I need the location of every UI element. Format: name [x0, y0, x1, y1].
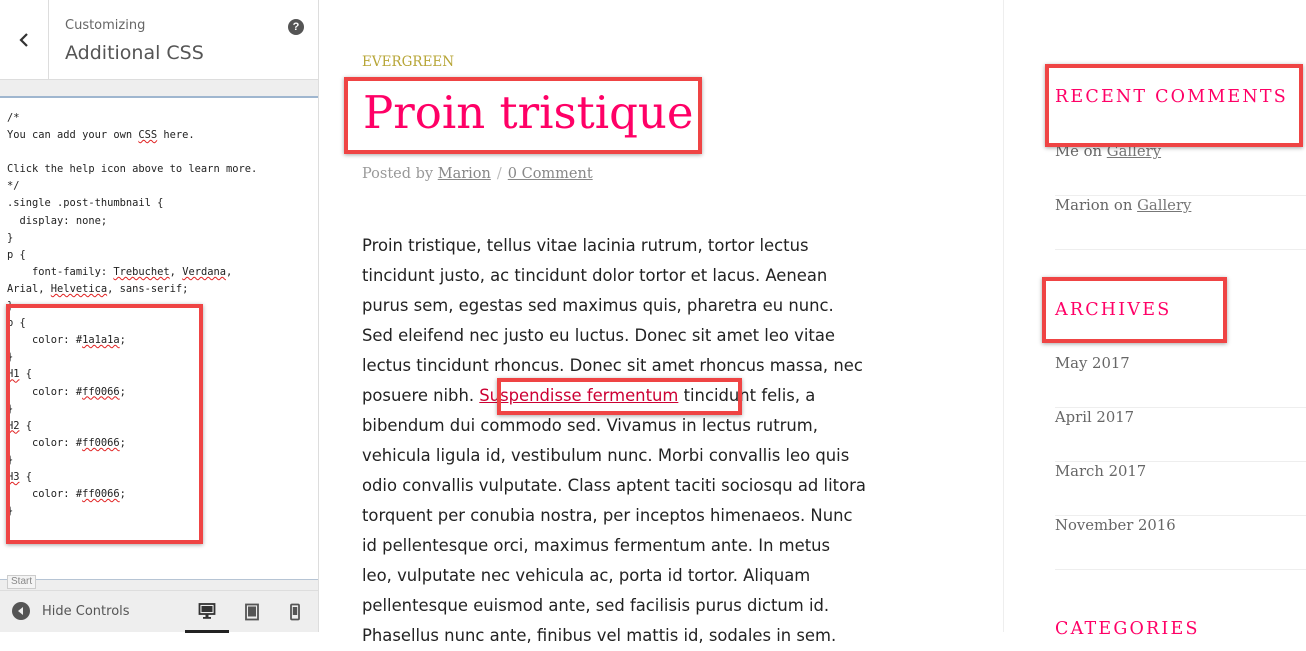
archive-link[interactable]: May 2017	[1055, 354, 1306, 408]
customizer-footer	[0, 590, 318, 632]
author-link[interactable]: Marion	[437, 166, 491, 182]
css-code-line	[7, 420, 32, 432]
post-text-line	[362, 321, 962, 351]
recent-comments-title: RECENT COMMENTS	[1055, 87, 1288, 107]
recent-comment-item	[1055, 142, 1306, 196]
css-token: here.	[157, 129, 195, 142]
css-flagged-token: ff0066	[82, 385, 120, 398]
post-text: bibendum dui commodo sed. Vivamus in lectus rutrum,	[362, 416, 818, 435]
css-code-line	[7, 283, 188, 295]
css-token: color: #	[7, 385, 83, 398]
css-flagged-token: H1	[7, 368, 20, 381]
post-title: Proin tristique	[363, 86, 694, 139]
byline-prefix: Posted by	[362, 166, 434, 182]
css-code-line	[7, 249, 26, 261]
css-code-line	[7, 232, 13, 244]
categories-title: CATEGORIES	[1055, 619, 1200, 639]
css-token: display: none;	[7, 214, 108, 227]
tablet-icon	[244, 603, 260, 621]
post-text: posuere nibh.	[362, 386, 480, 405]
chevron-left-icon	[18, 32, 30, 48]
css-code-line	[7, 129, 195, 141]
archive-link[interactable]: March 2017	[1055, 462, 1306, 516]
css-token: {	[19, 368, 33, 381]
css-token: Arial,	[7, 282, 51, 295]
css-flagged-token: CSS	[138, 129, 158, 142]
css-token: }	[7, 351, 14, 364]
css-flagged-token: Trebuchet	[113, 265, 170, 278]
css-code-line	[7, 437, 126, 449]
css-token: color: #	[7, 488, 83, 501]
post-text-line	[362, 411, 962, 441]
post-text-line	[362, 621, 962, 651]
comment-post-link[interactable]: Gallery	[1137, 197, 1192, 214]
css-flagged-token: Verdana	[182, 265, 226, 278]
post-text: Proin tristique, tellus vitae lacinia rutrum, tortor lectus	[362, 236, 809, 255]
css-flagged-token: ff0066	[82, 436, 120, 449]
css-token: {	[19, 419, 33, 432]
comment-author: Me	[1055, 143, 1079, 160]
post-text: odio convallis vulputate. Class aptent taciti sociosqu ad litora	[362, 476, 866, 495]
css-code-line	[7, 403, 13, 415]
recent-comments-list	[1055, 142, 1306, 250]
post-text: lectus tincidunt rhoncus. Donec sit amet rhoncus massa, nec	[362, 356, 863, 375]
css-token: p {	[7, 248, 26, 261]
css-token: ;	[119, 436, 126, 449]
css-flagged-token: Helvetica	[50, 282, 108, 295]
post-category[interactable]: EVERGREEN	[362, 54, 455, 70]
customizer-sidebar	[0, 0, 319, 632]
css-code-line	[7, 351, 13, 363]
post-text: torquent per conubia nostra, per inceptos himenaeos. Nunc	[362, 506, 853, 525]
post-text: tincidunt felis, a	[678, 386, 816, 405]
css-token: font-family:	[7, 265, 114, 278]
recent-comment-item	[1055, 196, 1306, 250]
inline-link[interactable]: Suspendisse fermentum	[479, 386, 679, 405]
css-token: /*	[7, 112, 20, 124]
archives-list	[1055, 354, 1306, 570]
post-text: tincidunt justo, ac tincidunt dolor tortor et lacus. Aenean	[362, 266, 828, 285]
css-code-line	[7, 163, 257, 175]
post-byline	[362, 166, 593, 182]
css-code-line	[7, 180, 20, 192]
post-content	[362, 231, 962, 651]
css-token: }	[7, 300, 14, 313]
post-text: leo, vulputate nec vehicula ac, porta id tortor. Aliquam	[362, 566, 811, 585]
archives-title: ARCHIVES	[1055, 300, 1172, 320]
css-token: color: #	[7, 334, 83, 347]
mobile-icon	[289, 603, 301, 621]
comments-link[interactable]: 0 Comment	[507, 166, 593, 182]
css-code-line	[7, 300, 13, 312]
css-token: */	[7, 180, 20, 193]
post-text-line	[362, 261, 962, 291]
css-token: ;	[119, 488, 126, 501]
css-code-line	[7, 334, 126, 346]
back-button[interactable]	[0, 0, 49, 80]
post-text-line	[362, 381, 962, 411]
post-text: pellentesque euismod ante, sed facilisis purus dictum id.	[362, 596, 830, 615]
css-code-line	[7, 368, 32, 380]
css-token: .single .post-thumbnail {	[7, 197, 164, 210]
post-text: Phasellus nunc ante, finibus vel mattis id, sodales in sem.	[362, 626, 837, 645]
css-token: ,	[225, 265, 233, 278]
css-code-line	[7, 266, 232, 278]
archive-link[interactable]: April 2017	[1055, 408, 1306, 462]
sidebar-divider	[1003, 0, 1004, 632]
post-text-line	[362, 561, 962, 591]
css-flagged-token: ff0066	[82, 488, 120, 501]
css-code-line	[7, 505, 13, 517]
css-token: }	[7, 402, 14, 415]
css-token: ,	[169, 265, 183, 278]
css-code-line	[7, 215, 107, 227]
css-token: }	[7, 231, 14, 244]
desktop-icon	[198, 602, 216, 620]
css-token: }	[7, 505, 14, 518]
help-icon[interactable]: ?	[288, 19, 304, 35]
css-token: ;	[119, 385, 126, 398]
css-code[interactable]	[7, 110, 257, 520]
css-flagged-token: 1a1a1a	[82, 334, 120, 347]
preview-tablet-button[interactable]	[230, 591, 274, 633]
post-text-line	[362, 231, 962, 261]
post-text-line	[362, 591, 962, 621]
post-text: id pellentesque orci, maximus fermentum ante. In metus	[362, 536, 831, 555]
css-code-line	[7, 471, 32, 483]
preview-desktop-button[interactable]	[185, 591, 229, 633]
post-text-line	[362, 501, 962, 531]
panel-title: Additional CSS	[65, 42, 204, 64]
css-code-line	[7, 386, 126, 398]
css-token: ;	[119, 334, 126, 347]
css-token: Click the help icon above to learn more.	[7, 163, 258, 176]
archive-link[interactable]: November 2016	[1055, 516, 1306, 570]
css-code-editor[interactable]	[0, 96, 318, 580]
css-code-line	[7, 488, 126, 500]
css-code-line	[7, 197, 163, 209]
post-text: Sed eleifend nec justo eu luctus. Donec sit amet leo vitae	[362, 326, 835, 345]
css-code-line	[7, 112, 20, 124]
hide-controls-button[interactable]	[12, 602, 130, 620]
post-text-line	[362, 291, 962, 321]
post-text-line	[362, 471, 962, 501]
comment-author: Marion	[1055, 197, 1110, 214]
byline-separator: /	[496, 166, 502, 182]
post-text: purus sem, egestas sed maximus quis, pharetra eu nunc.	[362, 296, 834, 315]
comment-on-text: on	[1078, 143, 1107, 160]
post-article	[362, 0, 962, 645]
css-flagged-token: H2	[7, 419, 20, 432]
css-token: {	[19, 470, 33, 483]
css-code-line	[7, 317, 26, 329]
comment-on-text: on	[1109, 197, 1138, 214]
start-tooltip: Start	[7, 575, 36, 589]
css-flagged-token: H3	[7, 470, 20, 483]
css-token: color: #	[7, 436, 83, 449]
css-token: You can add your own	[7, 129, 139, 142]
css-code-line	[7, 454, 13, 466]
post-text-line	[362, 531, 962, 561]
customizing-label: Customizing	[65, 18, 146, 33]
preview-mobile-button[interactable]	[273, 591, 317, 633]
comment-post-link[interactable]: Gallery	[1106, 143, 1162, 160]
css-token: , sans-serif;	[107, 282, 189, 295]
css-token: p {	[7, 317, 26, 330]
hide-controls-label: Hide Controls	[42, 603, 130, 619]
post-text: vehicula ligula id, vestibulum nunc. Morbi convallis leo quis	[362, 446, 850, 465]
customizer-header	[0, 0, 318, 80]
css-token: }	[7, 453, 14, 466]
collapse-arrow-icon	[12, 602, 30, 620]
post-text-line	[362, 351, 962, 381]
post-text-line	[362, 441, 962, 471]
